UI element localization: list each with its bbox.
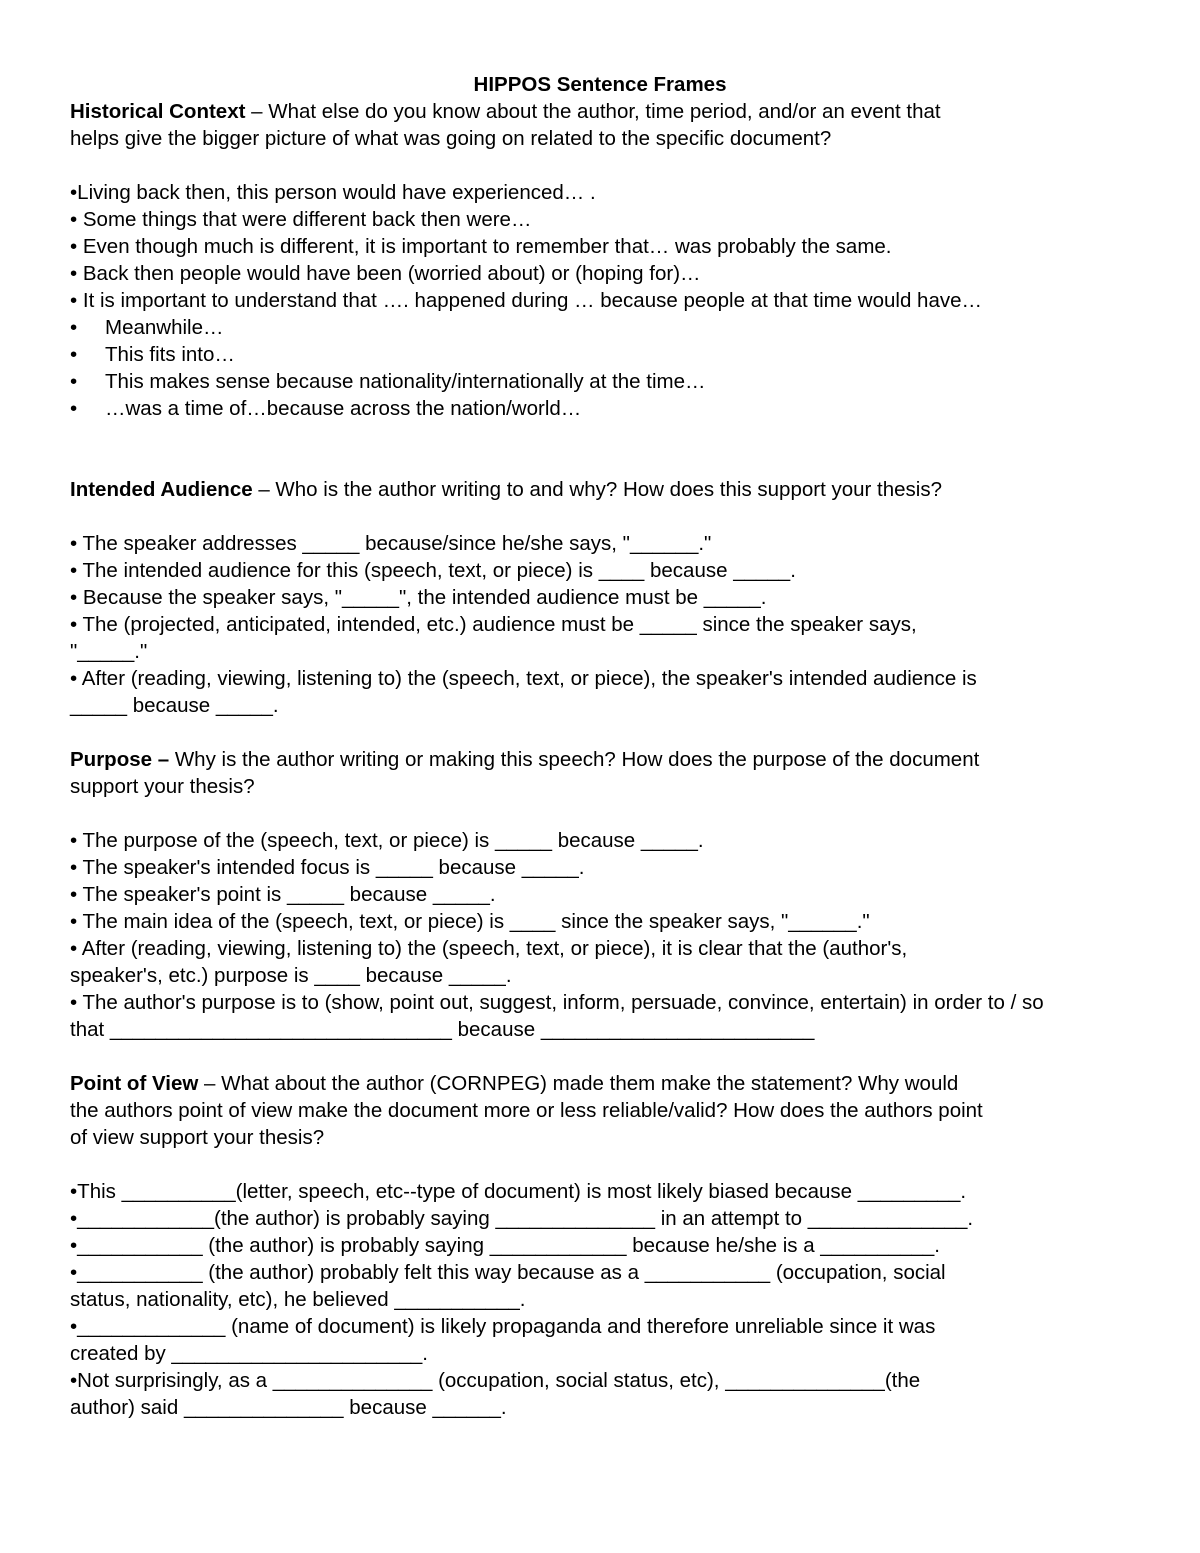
spacer [70,1043,1200,1070]
historical-bullet-frame [70,368,1200,395]
audience-frame: • The speaker addresses _____ because/since he/she says, "______." [70,532,712,555]
bullet-icon: • [70,370,78,393]
audience-frame: • Because the speaker says, "_____", the intended audience must be _____. [70,586,767,609]
audience-frame: • The (projected, anticipated, intended, etc.) audience must be _____ since the speaker says, [70,613,917,636]
purpose-question-line-2: support your thesis? [70,775,255,798]
historical-frame: • Some things that were different back then were… [70,208,532,231]
historical-question-line-1 [70,98,1200,125]
pov-frame: author) said ______________ because ______. [70,1396,507,1419]
pov-frame: •___________ (the author) probably felt this way because as a ___________ (occupation, social [70,1261,946,1284]
spacer [70,1151,1200,1178]
historical-bullet-frame [70,341,1200,368]
audience-frame: "_____." [70,640,148,663]
historical-bullet-text: …was a time of…because across the nation/world… [105,397,582,420]
audience-frame: • The intended audience for this (speech, text, or piece) is ____ because _____. [70,559,796,582]
page-title: HIPPOS Sentence Frames [473,73,727,96]
historical-frame: •Living back then, this person would have experienced… . [70,181,596,204]
historical-question-line-2: helps give the bigger picture of what was going on related to the specific document? [70,127,832,150]
purpose-frame: • The speaker's intended focus is _____ because _____. [70,856,585,879]
purpose-frame: speaker's, etc.) purpose is ____ because _____. [70,964,512,987]
pov-frame: created by ______________________. [70,1342,428,1365]
audience-frame: • After (reading, viewing, listening to) the (speech, text, or piece), the speaker's intended audience is [70,667,977,690]
pov-frame: status, nationality, etc), he believed ___________. [70,1288,526,1311]
pov-frame: •___________ (the author) is probably saying ____________ because he/she is a __________. [70,1234,940,1257]
historical-bullet-frame [70,395,1200,422]
pov-frame: •_____________ (name of document) is likely propaganda and therefore unreliable since it was [70,1315,936,1338]
purpose-frame: that ______________________________ because ________________________ [70,1018,815,1041]
historical-heading: Historical Context [70,100,246,123]
pov-frame: •This __________(letter, speech, etc--type of document) is most likely biased because _________. [70,1180,967,1203]
audience-question-line-1 [70,476,1200,503]
spacer [70,800,1200,827]
purpose-heading: Purpose – [70,748,170,771]
spacer [70,152,1200,179]
historical-bullet-text: This fits into… [105,343,235,366]
purpose-frame: • After (reading, viewing, listening to) the (speech, text, or piece), it is clear that the (author's, [70,937,908,960]
historical-frame: • Back then people would have been (worried about) or (hoping for)… [70,262,701,285]
historical-bullet-frame [70,314,1200,341]
audience-frame: _____ because _____. [70,694,279,717]
pov-question-line-1 [70,1070,1200,1097]
bullet-icon: • [70,316,78,339]
pov-question-line-2: the authors point of view make the document more or less reliable/valid? How does the authors point [70,1099,983,1122]
pov-heading: Point of View [70,1072,199,1095]
historical-bullet-text: This makes sense because nationality/internationally at the time… [105,370,706,393]
pov-frame: •Not surprisingly, as a ______________ (occupation, social status, etc), ______________(the [70,1369,921,1392]
purpose-frame: • The author's purpose is to (show, point out, suggest, inform, persuade, convince, entertain) in order to / so [70,991,1044,1014]
historical-frame: • It is important to understand that …. happened during … because people at that time would have… [70,289,983,312]
purpose-frame: • The purpose of the (speech, text, or piece) is _____ because _____. [70,829,704,852]
pov-frame: •____________(the author) is probably saying ______________ in an attempt to ______________. [70,1207,974,1230]
bullet-icon: • [70,343,78,366]
spacer [70,719,1200,746]
bullet-icon: • [70,397,78,420]
purpose-question-line-1 [70,746,1200,773]
historical-frame: • Even though much is different, it is important to remember that… was probably the same. [70,235,892,258]
pov-question-text-1: – What about the author (CORNPEG) made them make the statement? Why would [198,1072,959,1095]
spacer [70,503,1200,530]
purpose-question-text-1: Why is the author writing or making this speech? How does the purpose of the document [169,748,980,771]
historical-question-text-1: – What else do you know about the author, time period, and/or an event that [245,100,941,123]
audience-question-text: – Who is the author writing to and why? How does this support your thesis? [252,478,943,501]
purpose-frame: • The speaker's point is _____ because _____. [70,883,496,906]
purpose-frame: • The main idea of the (speech, text, or piece) is ____ since the speaker says, "______." [70,910,870,933]
audience-heading: Intended Audience [70,478,253,501]
pov-question-line-3: of view support your thesis? [70,1126,325,1149]
historical-bullet-text: Meanwhile… [105,316,224,339]
spacer [70,422,1200,476]
